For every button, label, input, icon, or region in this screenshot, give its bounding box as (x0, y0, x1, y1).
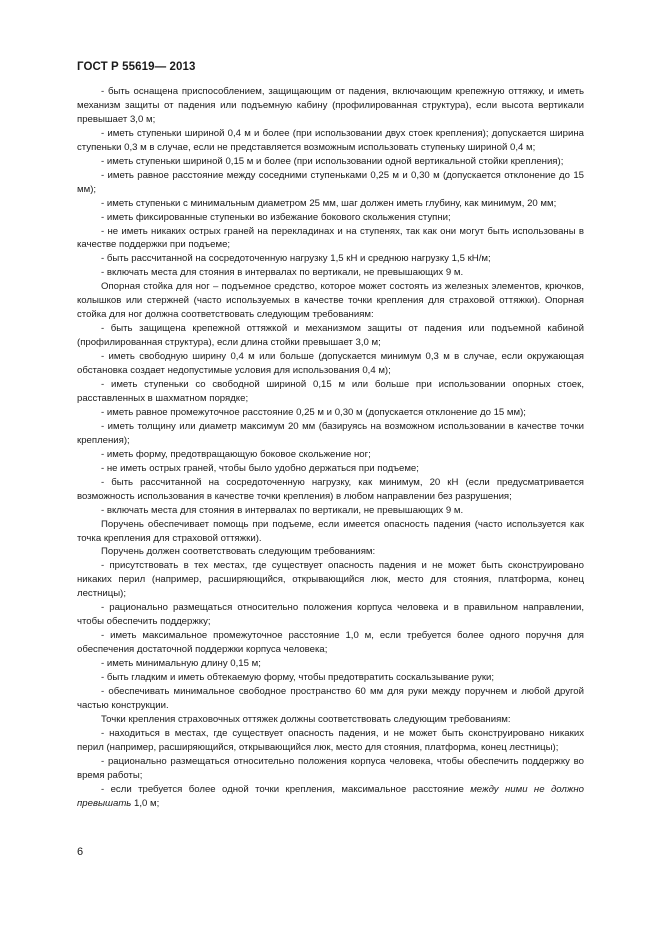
paragraph: - не иметь никаких острых граней на перекладинах и на ступенях, так как они могут быть использованы в качестве поддержки при подъеме; (77, 225, 584, 251)
paragraph: - включать места для стояния в интервалах по вертикали, не превышающих 9 м. (101, 267, 464, 279)
last-paragraph-start: - если требуется более одной точки крепления, максимальное расстояние (101, 783, 471, 795)
paragraph: - рационально размещаться относительно положения корпуса человека и в правильном направлении, чтобы обеспечить поддержку; (77, 602, 584, 628)
paragraph: Точки крепления страховочных оттяжек должны соответствовать следующим требованиям: (101, 713, 511, 725)
document-body (77, 85, 584, 811)
paragraph: - быть гладким и иметь обтекаемую форму, чтобы предотвратить соскальзывание руки; (101, 672, 495, 684)
paragraph: - быть рассчитанной на сосредоточенную нагрузку, как минимум, 20 кН (если предусматривается возможность использования в качестве точки крепления) в любом направлении без разрушения; (77, 476, 584, 502)
paragraph: - иметь ступеньки шириной 0,15 м и более (при использовании одной вертикальной стойки крепления); (101, 155, 564, 167)
paragraph: - иметь толщину или диаметр максимум 20 мм (базируясь на возможном использовании в качестве точки крепления); (77, 420, 584, 446)
last-paragraph-italic: между ними не должно превышать (77, 783, 585, 809)
paragraph: - иметь форму, предотвращающую боковое скольжение ног; (101, 448, 371, 460)
paragraph: Опорная стойка для ног – подъемное средство, которое может состоять из железных элементов, крючков, колышков или стержней (часто используемых в качестве точки крепления для страховой оттяжки). Опорная стойка для ног должна соответствовать следующим требованиям: (77, 281, 584, 321)
paragraph: - быть защищена крепежной оттяжкой и механизмом защиты от падения или подъемной кабиной (профилированная структура), если длина стойки превышает 3,0 м; (77, 323, 584, 349)
paragraph-last (77, 783, 584, 811)
page-number: 6 (77, 846, 84, 858)
paragraph: - обеспечивать минимальное свободное пространство 60 мм для руки между поручнем и любой другой частью конструкции. (77, 685, 584, 711)
paragraph: - рационально размещаться относительно положения корпуса человека, чтобы обеспечить поддержку во время работы; (77, 755, 584, 781)
paragraph: - иметь ступеньки шириной 0,4 м и более (при использовании двух стоек крепления); допускается ширина ступеньки 0,3 м в случае, если не представляется возможным использовать ступеньку шириной 0,4 м; (77, 127, 584, 153)
document-header: ГОСТ Р 55619— 2013 (77, 61, 196, 73)
paragraph: - иметь максимальное промежуточное расстояние 1,0 м, если требуется более одного поручня для обеспечения достаточной поддержки корпуса человека; (77, 630, 584, 656)
paragraph: - не иметь острых граней, чтобы было удобно держаться при подъеме; (101, 462, 419, 474)
paragraph: - быть оснащена приспособлением, защищающим от падения, включающим крепежную оттяжку, и иметь механизм защиты от падения или подъемную кабину (профилированная структура), если высота вертикали превышает 3,0 м; (77, 86, 584, 125)
paragraph: - иметь ступеньки с минимальным диаметром 25 мм, шаг должен иметь глубину, как минимум, 20 мм; (101, 197, 557, 209)
last-paragraph-end: 1,0 м; (131, 797, 160, 809)
paragraph: - быть рассчитанной на сосредоточенную нагрузку 1,5 кН и среднюю нагрузку 1,5 кН/м; (101, 253, 491, 265)
paragraph: - находиться в местах, где существует опасность падения, и не может быть сконструировано никаких перил (например, расширяющийся, открывающийся люк, место для стояния, платформа, конец лестницы); (77, 727, 584, 753)
paragraph: Поручень должен соответствовать следующим требованиям: (101, 546, 376, 558)
paragraph: - иметь равное промежуточное расстояние 0,25 м и 0,30 м (допускается отклонение до 15 мм); (101, 406, 526, 418)
paragraph: - иметь свободную ширину 0,4 м или больше (допускается минимум 0,3 м в случае, если окружающая обстановка создает недопустимые условия для использования 0,4 м); (77, 351, 584, 377)
paragraph: - иметь фиксированные ступеньки во избежание бокового скольжения ступни; (101, 211, 451, 223)
paragraph: - иметь минимальную длину 0,15 м; (101, 658, 261, 670)
paragraph: Поручень обеспечивает помощь при подъеме, если имеется опасность падения (часто используется как точка крепления для страховой оттяжки). (77, 518, 584, 544)
paragraph: - присутствовать в тех местах, где существует опасность падения и не может быть сконструировано никаких перил (например, расширяющийся, открывающийся люк, место для стояния, платформа, конец лестницы); (77, 560, 584, 600)
paragraph: - иметь ступеньки со свободной шириной 0,15 м или больше при использовании опорных стоек, расставленных в шахматном порядке; (77, 379, 584, 404)
paragraph: - включать места для стояния в интервалах по вертикали, не превышающих 9 м. (101, 504, 464, 516)
paragraph: - иметь равное расстояние между соседними ступеньками 0,25 м и 0,30 м (допускается отклонение до 15 мм); (77, 169, 584, 195)
